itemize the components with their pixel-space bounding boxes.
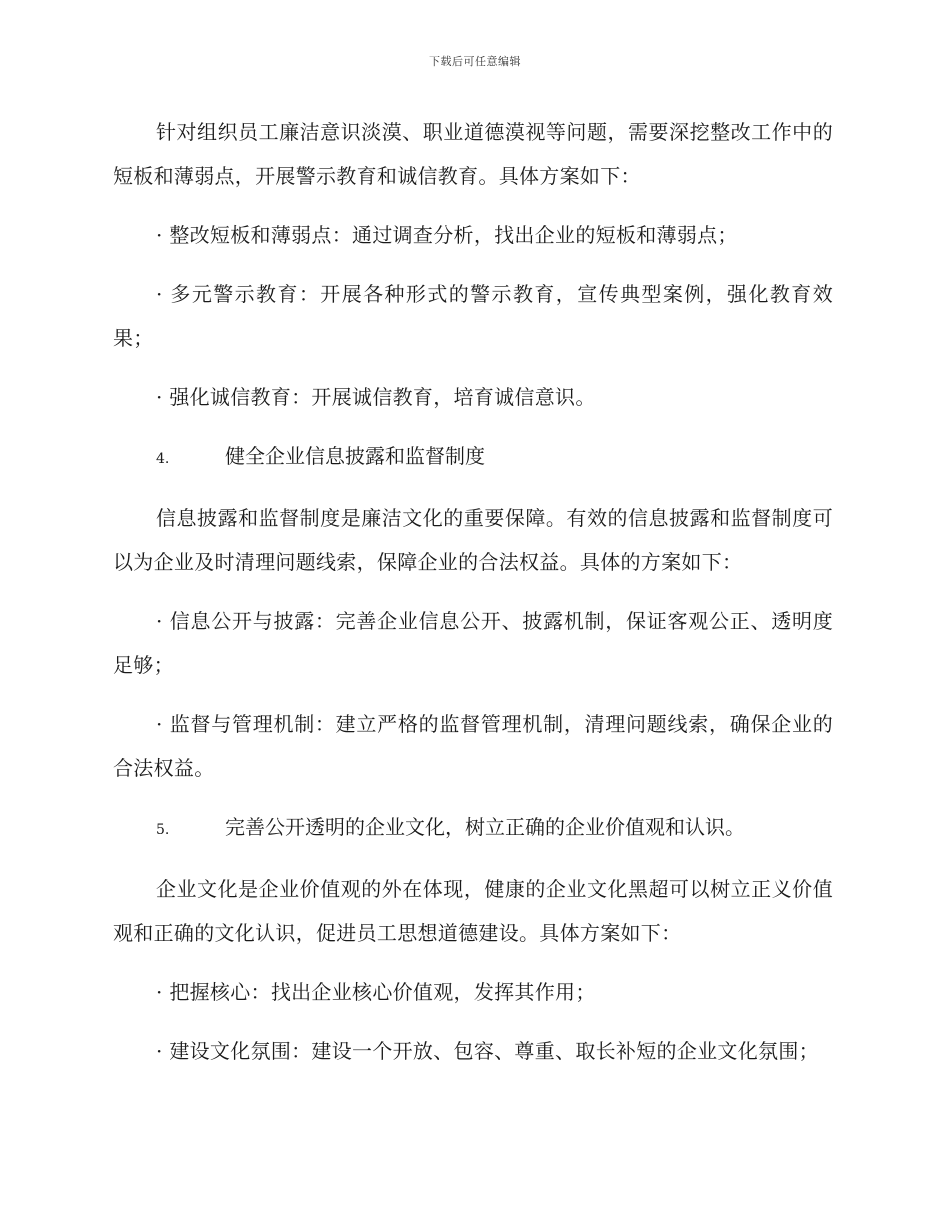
bullet-item: · 信息公开与披露：完善企业信息公开、披露机制，保证客观公正、透明度足够；: [113, 609, 833, 677]
section-heading: [113, 805, 833, 852]
document-body: [113, 110, 833, 1088]
bullet-item: · 把握核心：找出企业核心价值观，发挥其作用；: [156, 980, 596, 1004]
bullet-item: · 强化诚信教育：开展诚信教育，培育诚信意识。: [156, 385, 596, 409]
bullet-item: · 监督与管理机制：建立严格的监督管理机制，清理问题线索，确保企业的合法权益。: [113, 712, 833, 780]
section-title: 完善公开透明的企业文化，树立正确的企业价值观和认识。: [225, 815, 745, 839]
page-header: 下载后可任意编辑: [429, 55, 521, 68]
section-heading: [113, 434, 833, 481]
section-title: 健全企业信息披露和监督制度: [225, 444, 485, 468]
bullet-item: · 整改短板和薄弱点：通过调查分析，找出企业的短板和薄弱点；: [156, 223, 738, 247]
paragraph: 企业文化是企业价值观的外在体现，健康的企业文化黑超可以树立正义价值观和正确的文化认识，促进员工思想道德建设。具体方案如下：: [113, 877, 833, 945]
paragraph: 信息披露和监督制度是廉洁文化的重要保障。有效的信息披露和监督制度可以为企业及时清理问题线索，保障企业的合法权益。具体的方案如下：: [113, 506, 833, 574]
paragraph: 针对组织员工廉洁意识淡漠、职业道德漠视等问题，需要深挖整改工作中的短板和薄弱点，开展警示教育和诚信教育。具体方案如下：: [113, 120, 833, 188]
section-number: 5.: [156, 822, 170, 838]
bullet-item: · 多元警示教育：开展各种形式的警示教育，宣传典型案例，强化教育效果；: [113, 282, 833, 350]
bullet-item: · 建设文化氛围：建设一个开放、包容、尊重、取长补短的企业文化氛围；: [156, 1039, 819, 1063]
section-number: 4.: [156, 451, 170, 467]
